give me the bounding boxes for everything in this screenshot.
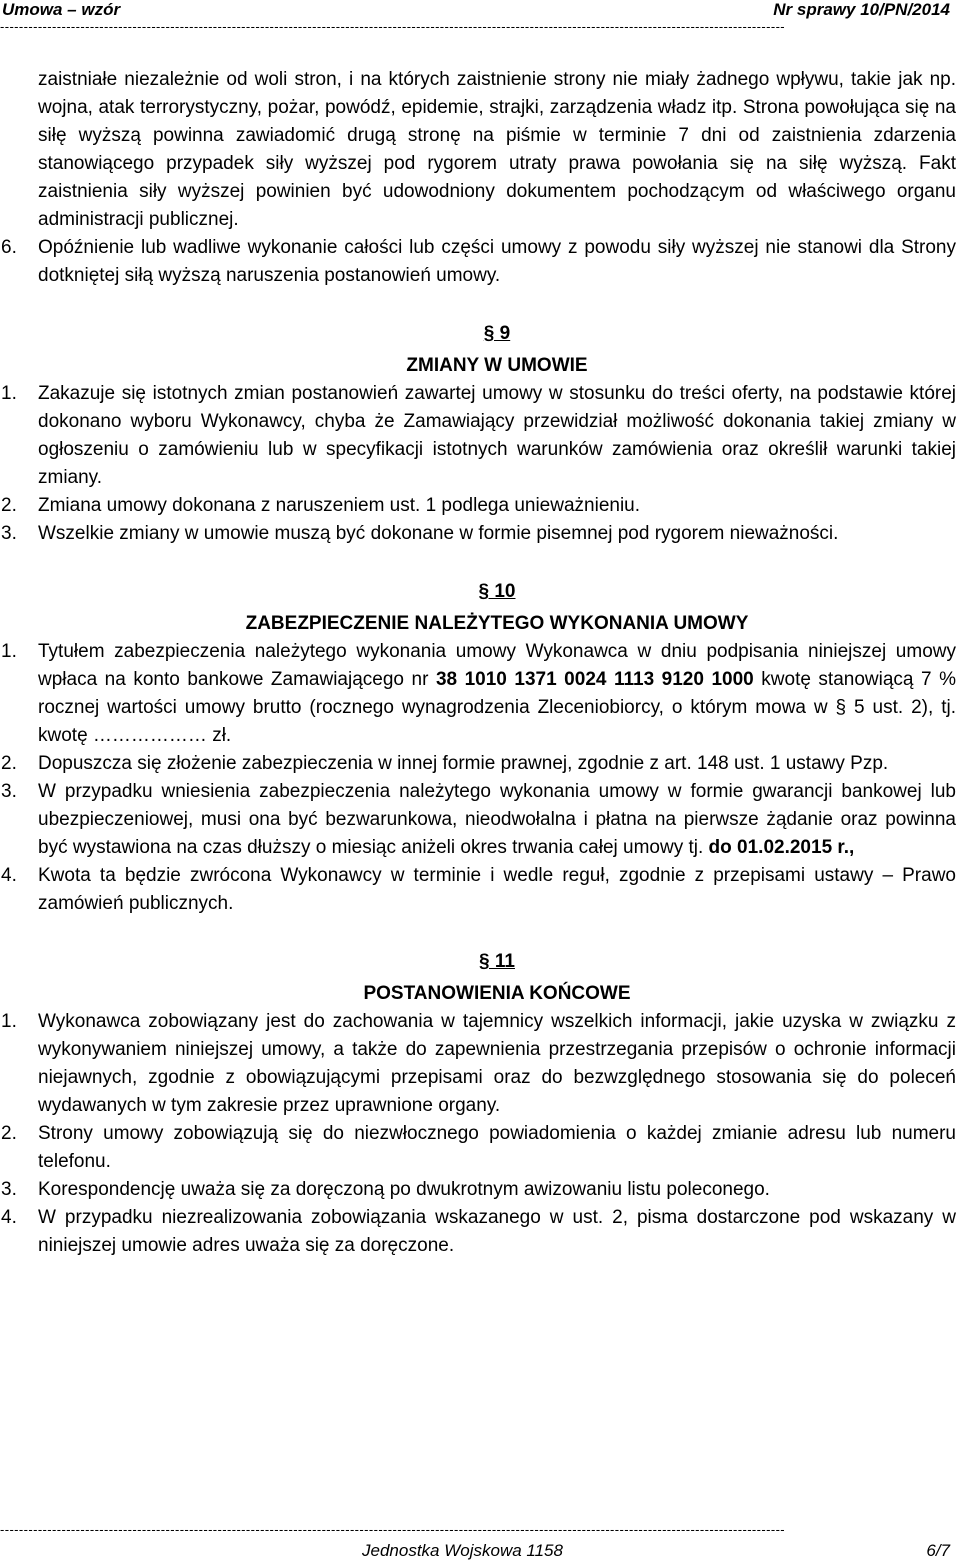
list-item: [1, 778, 956, 862]
item-text: Dopuszcza się złożenie zabezpieczenia w innej formie prawnej, zgodnie z art. 148 ust. 1 ustawy Pzp.: [38, 753, 889, 774]
list-item: [1, 492, 956, 520]
deadline-date: do 01.02.2015 r.,: [708, 837, 855, 858]
document-body: [0, 66, 960, 1260]
list-item: [1, 1008, 956, 1120]
item-text: Opóźnienie lub wadliwe wykonanie całości lub części umowy z powodu siły wyższej nie stanowi dla Strony dotkniętej siłą wyższą naruszenia postanowień umowy.: [38, 237, 956, 286]
list-item: [1, 520, 956, 548]
item-number: 1.: [1, 1011, 17, 1032]
footer-rule: ----------------------------------------------------------------------------------------------------------------------------------------------------------------------: [0, 1523, 786, 1537]
list-item: [1, 862, 956, 918]
bank-account-number: 38 1010 1371 0024 1113 9120 1000: [435, 669, 754, 690]
item-text: Tytułem zabezpieczenia należytego wykonania umowy Wykonawca w dniu podpisania niniejszej umowy wpłaca na konto bankowe Zamawiającego nr: [38, 641, 956, 690]
item-text: W przypadku niezrealizowania zobowiązania wskazanego w ust. 2, pisma dostarczone pod wskazany w niniejszej umowie adres uważa się za doręczone.: [38, 1207, 956, 1256]
item-text: Korespondencję uważa się za doręczoną po dwukrotnym awizowaniu listu poleconego.: [38, 1179, 770, 1200]
header-rule: ----------------------------------------------------------------------------------------------------------------------------------------------------------------------: [0, 20, 786, 34]
section-11-title: POSTANOWIENIA KOŃCOWE: [363, 983, 631, 1004]
section-9-number: § 9: [483, 323, 511, 344]
item-text: Kwota ta będzie zwrócona Wykonawcy w terminie i wedle reguł, zgodnie z przepisami ustawy – Prawo zamówień publicznych.: [38, 865, 956, 914]
item-number: 2.: [1, 495, 17, 516]
item-text: kwotę stanowiącą 7 % rocznej wartości umowy brutto (rocznego wynagrodzenia Zleceniobiorcy, o którym mowa w § 5 ust. 2), tj. kwotę ……………… zł.: [38, 669, 957, 746]
item-number: 2.: [1, 1123, 17, 1144]
item-number: 4.: [1, 1207, 17, 1228]
list-item: [1, 1120, 956, 1176]
item-number: 3.: [1, 781, 17, 802]
item-number: 1.: [1, 641, 17, 662]
list-item: [1, 638, 957, 750]
list-item: [1, 1204, 956, 1260]
page-header: [0, 0, 960, 20]
item-text: Wykonawca zobowiązany jest do zachowania w tajemnicy wszelkich informacji, jakie uzyska w związku z wykonywaniem niniejszej umowy, a także do zapewnienia przestrzegania przepisów o ochronie informacji niejawnych, zgodnie z obowiązującymi przepisami oraz do bezwzględnego stosowania się do poleceń wydawanych w tym zakresie przez uprawnione organy.: [38, 1011, 956, 1116]
case-number: Nr sprawy 10/PN/2014: [773, 0, 950, 19]
item-number: 1.: [1, 383, 17, 404]
item-text: Wszelkie zmiany w umowie muszą być dokonane w formie pisemnej pod rygorem nieważności.: [38, 523, 839, 544]
list-item: [1, 234, 956, 290]
footer-unit: Jednostka Wojskowa 1158: [362, 1541, 563, 1560]
list-item: [1, 750, 956, 778]
section-10-title: ZABEZPIECZENIE NALEŻYTEGO WYKONANIA UMOWY: [245, 613, 749, 634]
section-10-number: § 10: [478, 581, 516, 602]
item-number: 2.: [1, 753, 17, 774]
list-item: [1, 1176, 956, 1204]
item-number: 4.: [1, 865, 17, 886]
page-number: 6/7: [926, 1541, 950, 1560]
item-text: Zakazuje się istotnych zmian postanowień zawartej umowy w stosunku do treści oferty, na podstawie której dokonano wyboru Wykonawcy, chyba że Zamawiający przewidział możliwość dokonania takiej zmiany w ogłoszeniu o zamówieniu lub w specyfikacji istotnych warunków zamówienia oraz określił warunki takiej zmiany.: [38, 383, 956, 488]
item-number: 6.: [1, 237, 17, 258]
section-11-number: § 11: [479, 951, 515, 972]
item-number: 3.: [1, 1179, 17, 1200]
document-title: Umowa – wzór: [2, 0, 121, 19]
item-number: 3.: [1, 523, 17, 544]
item-text: W przypadku wniesienia zabezpieczenia należytego wykonania umowy w formie gwarancji bankowej lub ubezpieczeniowej, musi ona być bezwarunkowa, nieodwołalna i płatna na pierwsze żądanie oraz powinna być wystawiona na czas dłuższy o miesiąc aniżeli okres trwania całej umowy tj.: [38, 781, 956, 858]
continuation-paragraph: zaistniałe niezależnie od woli stron, i na których zaistnienie strony nie miały żadnego wpływu, takie jak np. wojna, atak terrorystyczny, pożar, powódź, epidemie, strajki, zarządzenia władz itp. Strona powołująca się na siłę wyższą powinna zawiadomić drugą stronę na piśmie w terminie 7 dni od zaistnienia zdarzenia stanowiącego przypadek siły wyższej pod rygorem utraty prawa powołania się na siłę wyższą. Fakt zaistnienia siły wyższej powinien być udowodniony dokumentem pochodzącym od właściwego organu administracji publicznej.: [38, 69, 956, 230]
section-9-title: ZMIANY W UMOWIE: [406, 355, 588, 376]
item-text: Zmiana umowy dokonana z naruszeniem ust. 1 podlega unieważnieniu.: [38, 495, 641, 516]
item-text: Strony umowy zobowiązują się do niezwłocznego powiadomienia o każdej zmianie adresu lub numeru telefonu.: [38, 1123, 956, 1172]
list-item: [1, 380, 956, 492]
